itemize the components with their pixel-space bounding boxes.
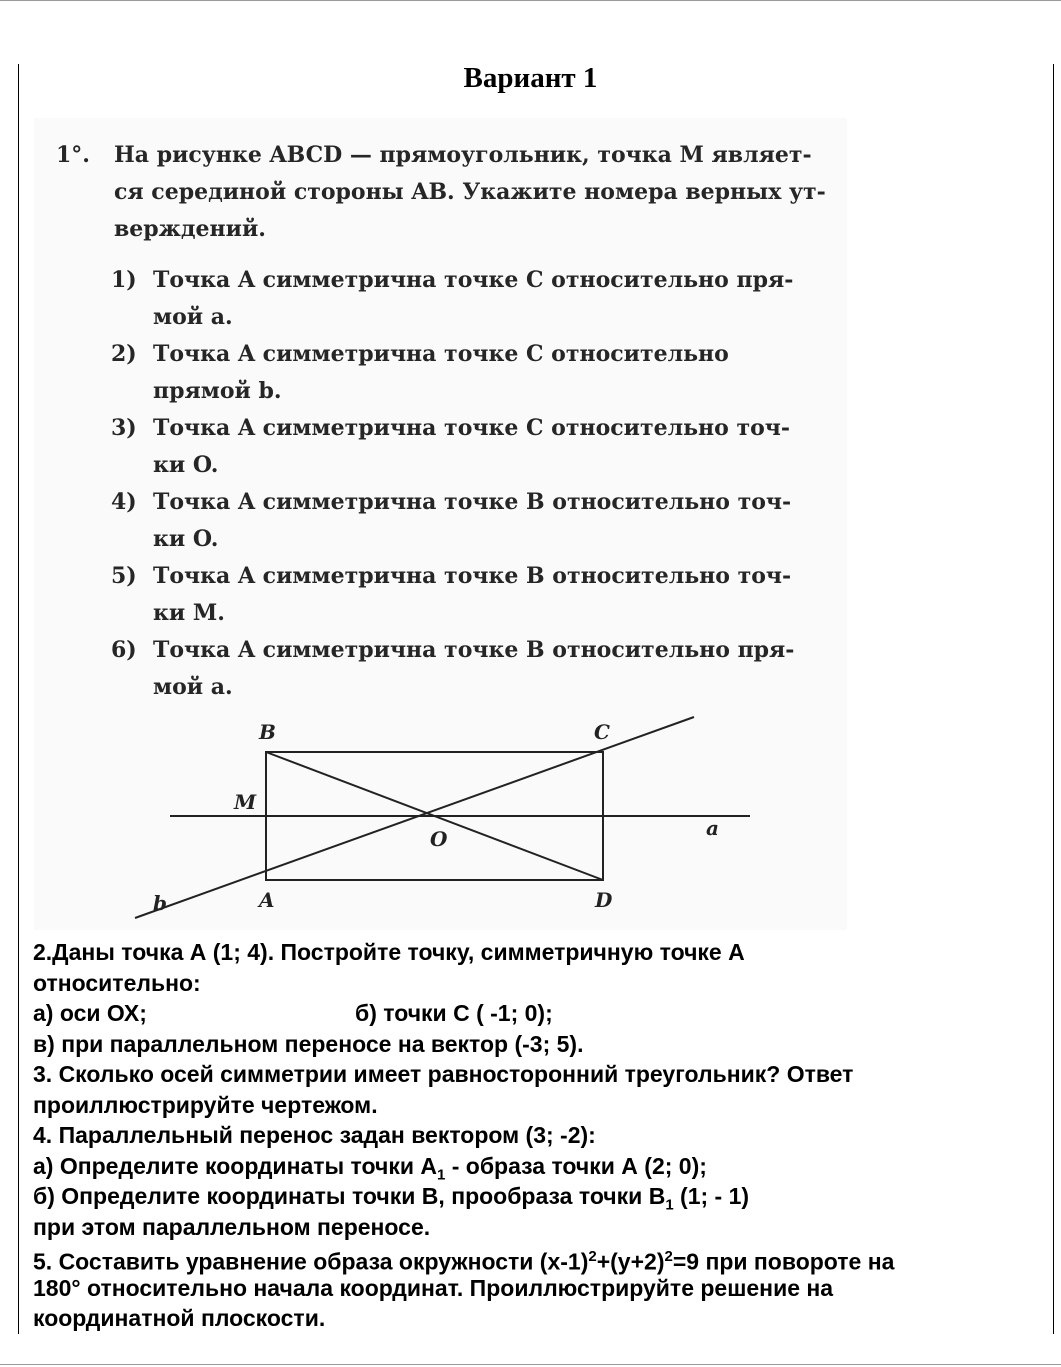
rectangle-figure	[34, 118, 847, 930]
task-2-line-1: 2.Даны точка А (1; 4). Постройте точку, симметричную точке А	[33, 939, 745, 965]
task-5-text: 5. Составить уравнение образа окружности (х-1)	[33, 1248, 589, 1275]
statement-text: Точка A симметрична точке C относительно точ-	[153, 415, 791, 441]
task-5-line-3: координатной плоскости.	[33, 1305, 326, 1331]
subscript: 1	[665, 1196, 674, 1214]
task-4-b-text: б) Определите координаты точки В, прообраза точки В	[33, 1183, 666, 1209]
statement-text: ки O.	[153, 452, 219, 478]
task-4-line-4: при этом параллельном переносе.	[33, 1213, 431, 1240]
task-2-options	[33, 998, 1033, 1029]
bottom-border	[0, 1364, 1061, 1365]
task-4-b-text: (1; - 1)	[673, 1183, 750, 1209]
statement-number: 4)	[111, 489, 137, 515]
statement-text: мой a.	[153, 674, 233, 700]
statement-text: Точка A симметрична точке B относительно точ-	[153, 563, 792, 589]
superscript: 2	[588, 1248, 597, 1265]
statement-text: Точка A симметрична точке C относительно	[153, 341, 729, 367]
task-5-text: +(у+2)	[596, 1248, 665, 1275]
statement-number: 2)	[111, 341, 137, 367]
task-5-line-1	[33, 1242, 1033, 1273]
problem-1-line: На рисунке ABCD — прямоугольник, точка M являет-	[114, 142, 812, 168]
right-margin-line	[1053, 64, 1054, 1334]
statement-number: 5)	[111, 563, 137, 589]
tasks-2-5	[33, 937, 1033, 1334]
subscript: 1	[437, 1166, 446, 1184]
task-3-line-2: проиллюстрируйте чертежом.	[33, 1091, 378, 1118]
page-title: Вариант 1	[463, 62, 598, 94]
left-margin-line	[18, 64, 19, 1334]
label-B: B	[259, 720, 276, 744]
task-2-line-2: относительно:	[33, 969, 201, 996]
statement-number: 1)	[111, 267, 137, 293]
label-a: a	[706, 816, 719, 840]
problem-1-line: верждений.	[114, 216, 266, 242]
label-D: D	[595, 888, 613, 912]
statement-number: 6)	[111, 637, 137, 663]
label-O: O	[430, 827, 448, 851]
task-4-a-text: а) Определите координаты точки А	[33, 1152, 437, 1179]
statement-text: Точка A симметрична точке B относительно пря-	[153, 637, 795, 663]
problem-1-number: 1°.	[56, 142, 90, 168]
task-5-line-2: 180° относительно начала координат. Проиллюстрируйте решение на	[33, 1274, 834, 1301]
statement-text: ки M.	[153, 600, 225, 626]
task-2-option-b: б) точки С ( -1; 0);	[355, 1000, 553, 1026]
statement-text: ки O.	[153, 526, 219, 552]
superscript: 2	[664, 1248, 673, 1265]
task-3-line-1: 3. Сколько осей симметрии имеет равносторонний треугольник? Ответ	[33, 1061, 854, 1087]
label-A: A	[259, 888, 275, 912]
statement-text: Точка A симметрична точке C относительно пря-	[153, 267, 794, 293]
task-4-option-a	[33, 1151, 1033, 1182]
label-C: C	[594, 720, 610, 744]
task-2-option-c: в) при параллельном переносе на вектор (-3; 5).	[33, 1030, 584, 1057]
statement-number: 3)	[111, 415, 137, 441]
task-4-a-text: - образа точки А (2; 0);	[445, 1152, 707, 1179]
statement-text: Точка A симметрична точке B относительно точ-	[153, 489, 792, 515]
task-4-option-b	[33, 1181, 1033, 1212]
statement-text: мой a.	[153, 304, 233, 330]
top-border	[0, 0, 1061, 1]
problem-1-line: ся серединой стороны AB. Укажите номера верных ут-	[114, 179, 826, 205]
problem-1-scan	[34, 118, 847, 930]
task-5-text: =9 при повороте на	[672, 1248, 895, 1275]
label-M: M	[234, 790, 257, 814]
task-4-line-1: 4. Параллельный перенос задан вектором (3; -2):	[33, 1122, 596, 1148]
label-b: b	[153, 891, 167, 915]
task-2-option-a: а) оси ОХ;	[33, 1000, 147, 1026]
statement-text: прямой b.	[153, 378, 282, 404]
